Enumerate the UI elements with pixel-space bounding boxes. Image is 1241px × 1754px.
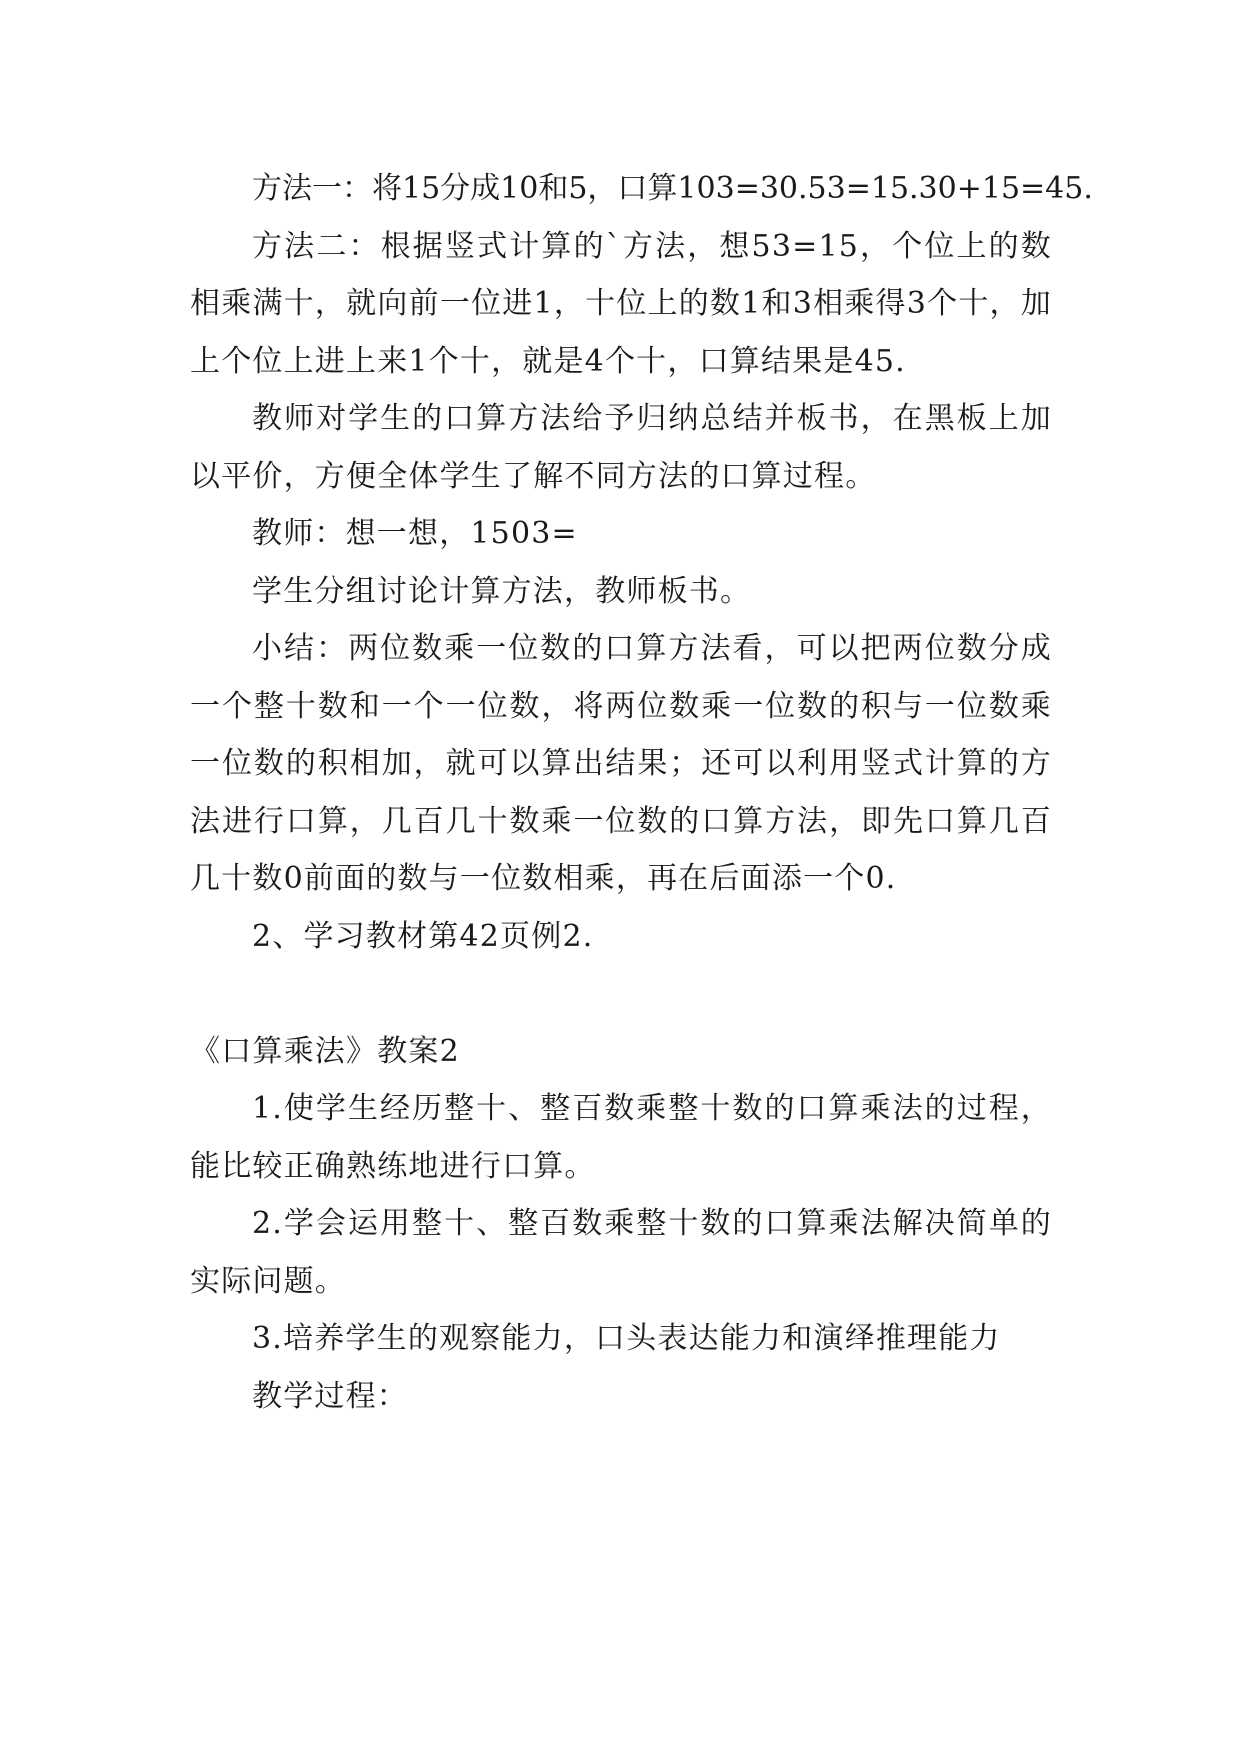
paragraph-goal-three: 3.培养学生的观察能力，口头表达能力和演绎推理能力: [252, 1321, 1001, 1356]
paragraph-method-one: 方法一：将15分成10和5，口算103=30.53=15.30+15=45.: [252, 171, 1093, 206]
paragraph-goal-two: 2.学会运用整十、整百数乘整十数的口算乘法解决简单的实际问题。: [190, 1206, 1052, 1299]
paragraph-goal-one: 1.使学生经历整十、整百数乘整十数的口算乘法的过程，能比较正确熟练地进行口算。: [190, 1091, 1052, 1184]
section-title: 《口算乘法》教案2: [190, 1033, 460, 1069]
paragraph-method-two: 方法二：根据竖式计算的`方法，想53=15，个位上的数相乘满十，就向前一位进1，十位上的数1和3相乘得3个十，加上个位上进上来1个十，就是4个十，口算结果是45.: [190, 228, 1052, 379]
paragraph-conclusion: 小结：两位数乘一位数的口算方法看，可以把两位数分成一个整十数和一个一位数，将两位数乘一位数的积与一位数乘一位数的积相加，就可以算出结果；还可以利用竖式计算的方法进行口算，几百几十数乘一位数的口算方法，即先口算几百几十数0前面的数与一位数相乘，再在后面添一个0.: [190, 631, 1052, 896]
paragraph-example-two: 2、学习教材第42页例2.: [252, 918, 594, 954]
document-body: [190, 160, 1093, 1425]
paragraph-teacher-summary: 教师对学生的口算方法给予归纳总结并板书，在黑板上加以平价，方便全体学生了解不同方法的口算过程。: [190, 401, 1052, 494]
paragraph-process-heading: 教学过程：: [252, 1378, 408, 1414]
paragraph-teacher-question: 教师：想一想，1503=: [252, 516, 578, 551]
paragraph-group-discussion: 学生分组讨论计算方法，教师板书。: [252, 573, 752, 609]
section-spacer: [190, 965, 1052, 1023]
